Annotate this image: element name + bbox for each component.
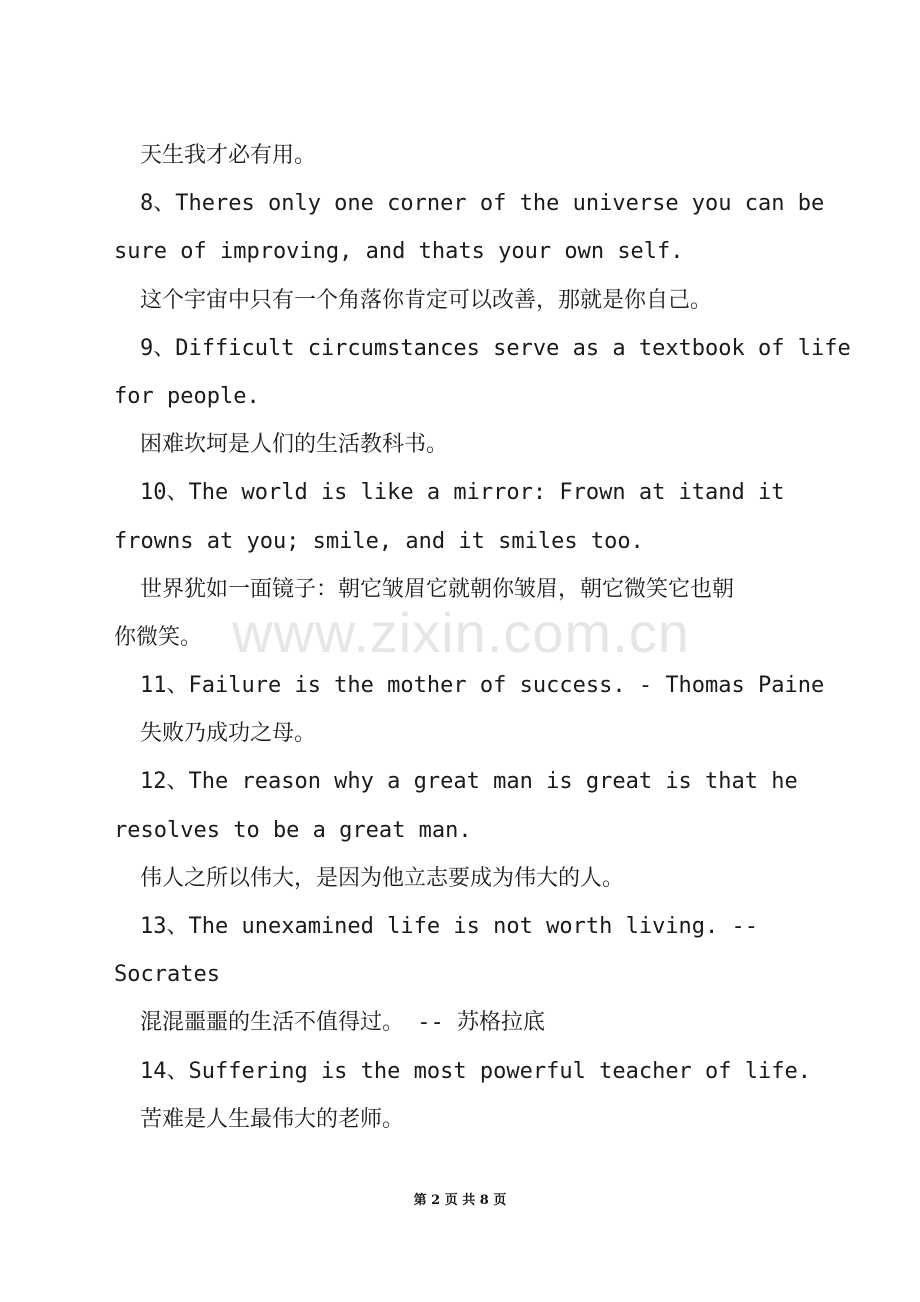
text-line: 这个宇宙中只有一个角落你肯定可以改善，那就是你自己。 xyxy=(140,287,713,313)
text-line: sure of improving, and thats your own self. xyxy=(114,239,684,265)
text-line: 苦难是人生最伟大的老师。 xyxy=(140,1106,405,1132)
text-line: 你微笑。 xyxy=(114,624,203,650)
text-line: 8、Theres only one corner of the universe you can be xyxy=(140,191,825,217)
text-line: 天生我才必有用。 xyxy=(140,143,317,168)
text-line: 12、The reason why a great man is great is that he xyxy=(140,769,798,795)
text-line: 11、Failure is the mother of success. - Thomas Paine xyxy=(140,673,825,699)
document-body xyxy=(114,132,851,1144)
text-line: 13、The unexamined life is not worth living. -- xyxy=(140,914,759,939)
text-line: resolves to be a great man. xyxy=(114,817,472,843)
text-line: frowns at you; smile, and it smiles too. xyxy=(114,528,644,554)
text-line: 失败乃成功之母。 xyxy=(140,721,317,747)
text-line: 困难坎坷是人们的生活教科书。 xyxy=(140,432,449,458)
text-line: 混混噩噩的生活不值得过。 -- 苏格拉底 xyxy=(140,1010,545,1036)
text-line: Socrates xyxy=(114,962,220,988)
text-line: 9、Difficult circumstances serve as a textbook of life xyxy=(140,335,851,361)
text-line: 伟人之所以伟大，是因为他立志要成为伟大的人。 xyxy=(140,865,625,891)
page-footer: 第 2 页 共 8 页 xyxy=(413,1193,507,1208)
text-line: 世界犹如一面镜子：朝它皱眉它就朝你皱眉，朝它微笑它也朝 xyxy=(140,576,735,602)
text-line: 14、Suffering is the most powerful teacher of life. xyxy=(140,1058,812,1084)
text-line: 10、The world is like a mirror: Frown at itand it xyxy=(140,480,785,506)
text-line: for people. xyxy=(114,383,260,409)
watermark: www.zixin.com.cn xyxy=(232,601,690,664)
